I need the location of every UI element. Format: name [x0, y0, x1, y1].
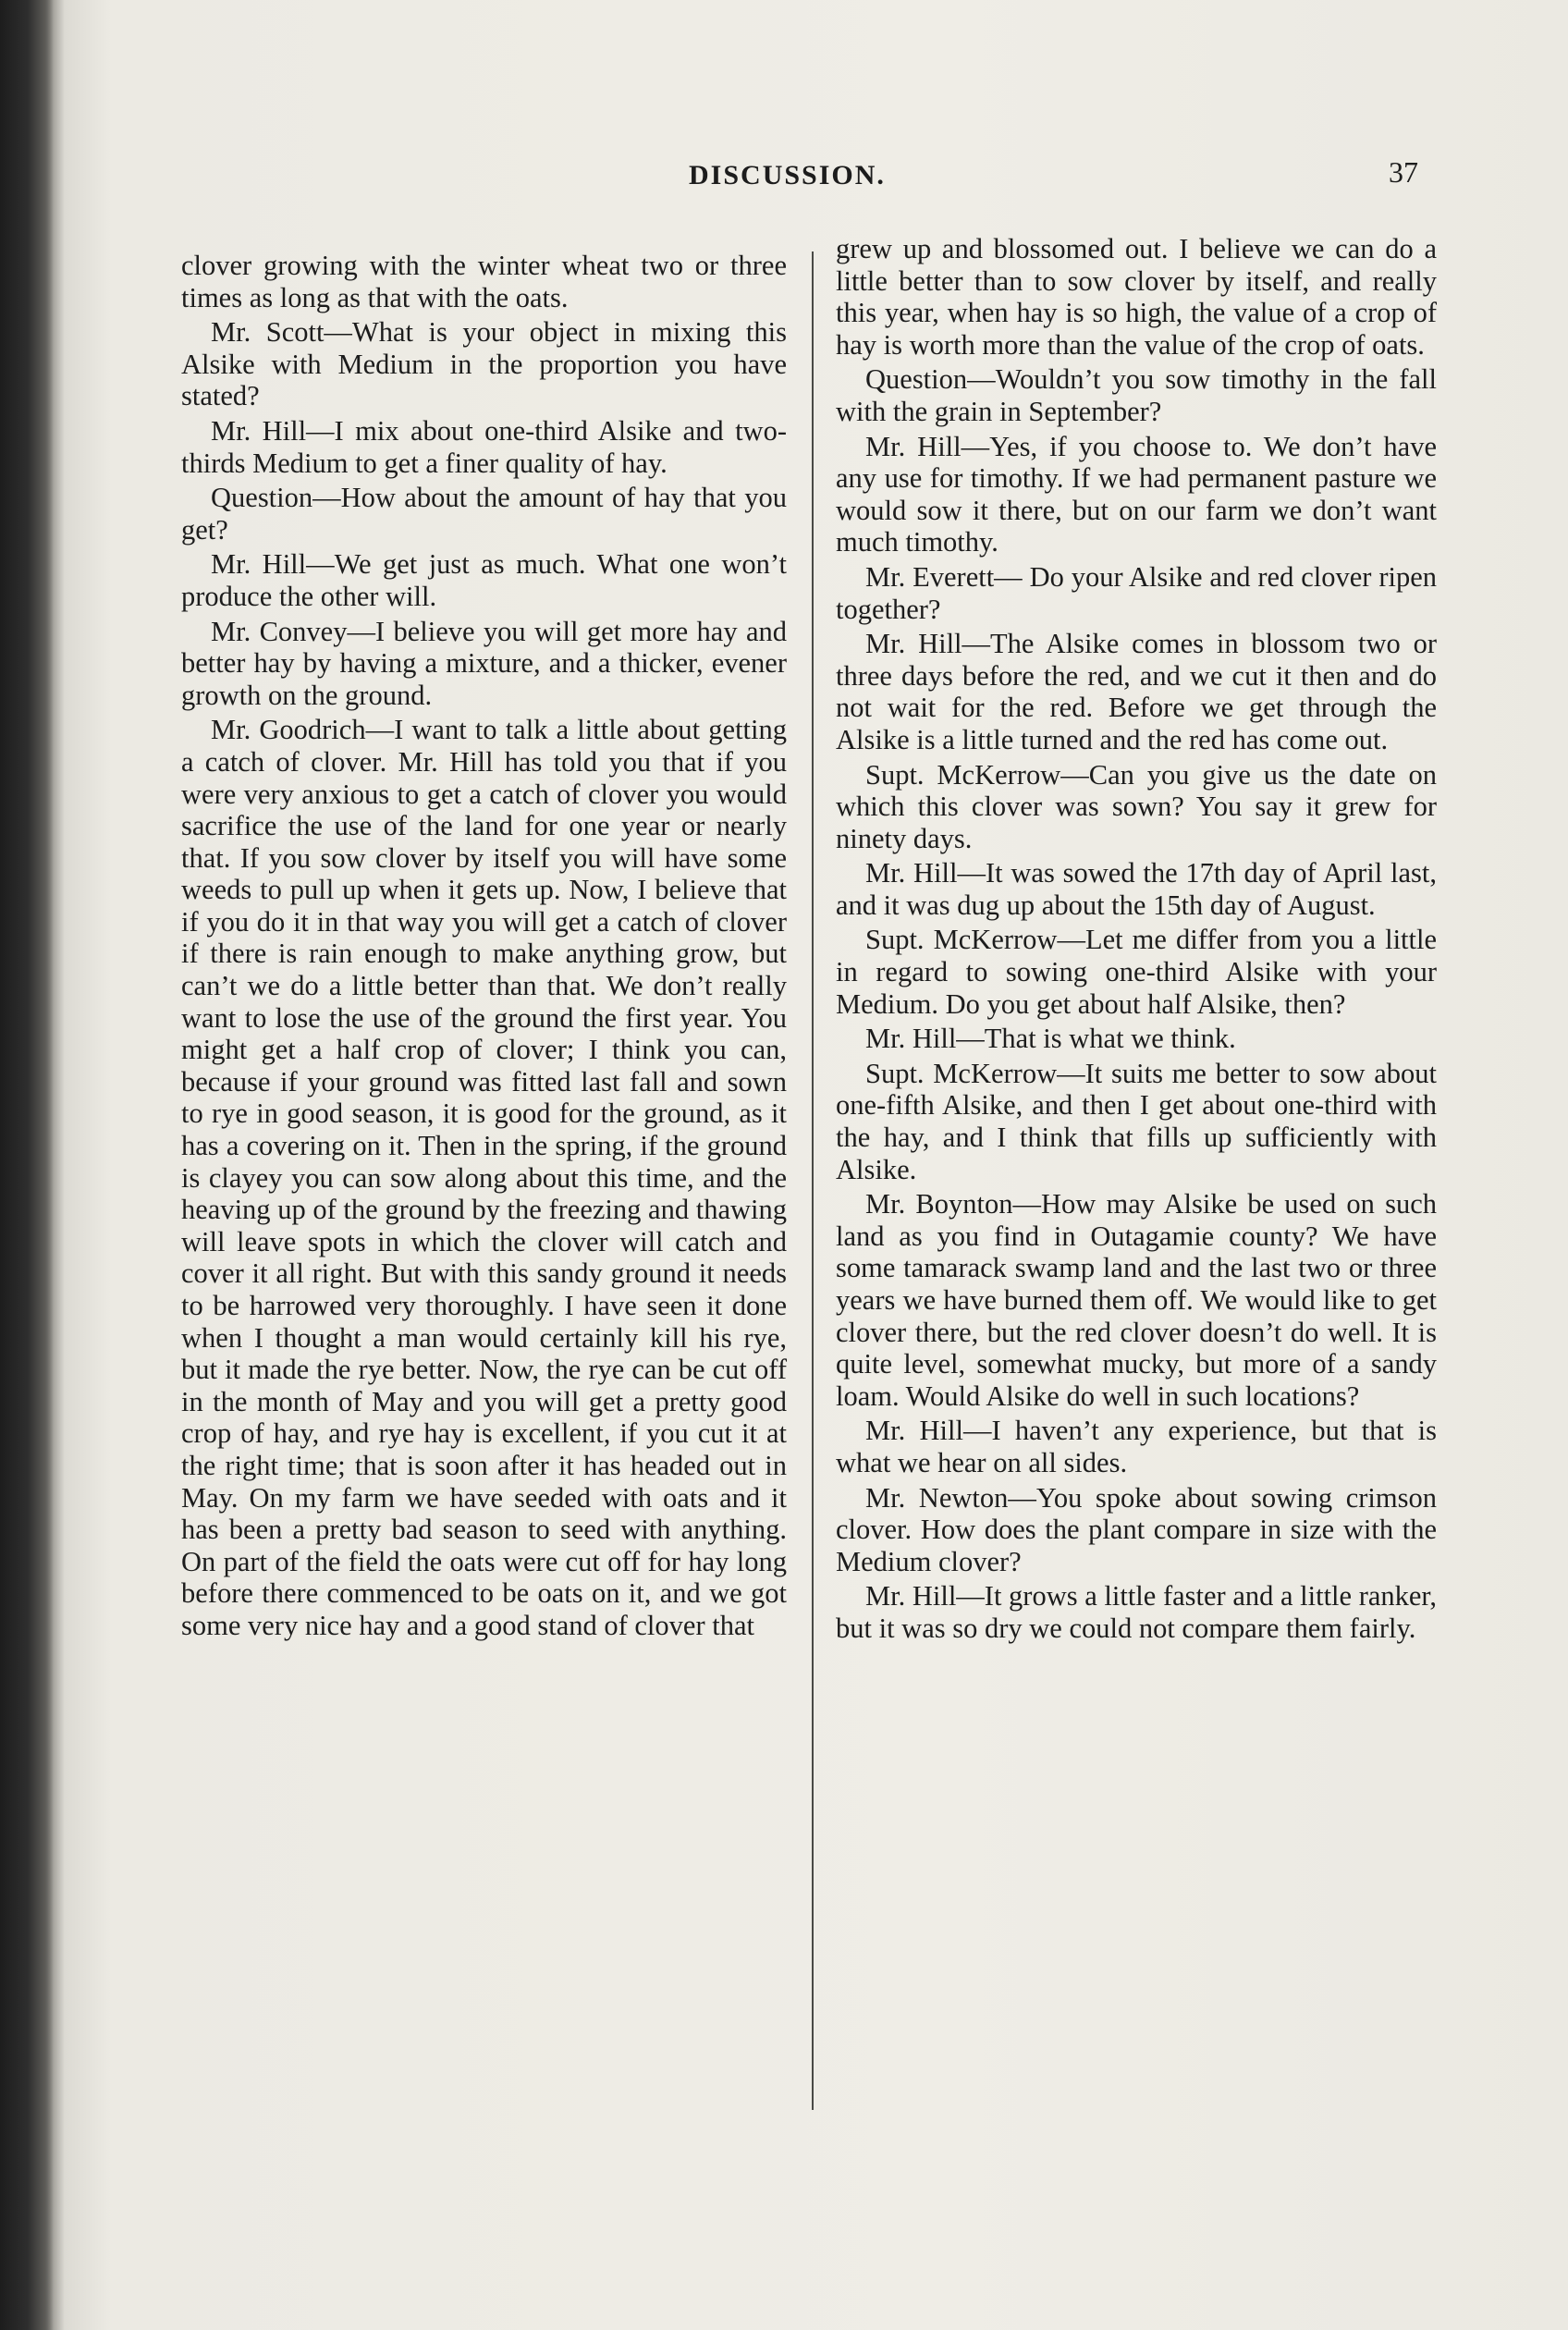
- paragraph: Mr. Hill—That is what we think.: [865, 1023, 1236, 1055]
- page-number: 37: [1389, 155, 1418, 189]
- paragraph: Mr. Hill—It grows a little faster and a little ranker, but it was so dry we could not compare them fairly.: [836, 1580, 1437, 1644]
- paragraph: Supt. McKerrow—It suits me better to sow about one-fifth Alsike, and then I get about one-third with the hay, and I think that fills up sufficiently with Alsike.: [836, 1057, 1437, 1185]
- paragraph: grew up and blossomed out. I believe we can do a little better than to sow clover by itself, and really this year, when hay is so high, the value of a crop of hay is worth more than the value of the crop of oats.: [836, 233, 1437, 361]
- paragraph: Mr. Hill—We get just as much. What one won’t produce the other will.: [181, 548, 787, 612]
- paragraph: clover growing with the winter wheat two or three times as long as that with the oats.: [181, 250, 787, 313]
- right-column: [836, 233, 1437, 1648]
- running-head: DISCUSSION.: [689, 160, 886, 190]
- paragraph: Mr. Hill—It was sowed the 17th day of April last, and it was dug up about the 15th day of August.: [836, 857, 1437, 921]
- paragraph: Mr. Newton—You spoke about sowing crimson clover. How does the plant compare in size with the Medium clover?: [836, 1481, 1437, 1577]
- paragraph: Mr. Everett— Do your Alsike and red clover ripen together?: [836, 560, 1437, 625]
- paragraph: Supt. McKerrow—Can you give us the date on which this clover was sown? You say it grew for ninety days.: [836, 758, 1437, 854]
- paragraph: Question—Wouldn’t you sow timothy in the fall with the grain in September?: [836, 363, 1437, 427]
- paragraph: Mr. Hill—Yes, if you choose to. We don’t have any use for timothy. If we had permanent pasture we would sow it there, but on our farm we don’t want much timothy.: [836, 430, 1437, 558]
- paragraph: Mr. Hill—The Alsike comes in blossom two or three days before the red, and we cut it then and do not wait for the red. Before we get through the Alsike is a little turned and the red has come out.: [836, 628, 1437, 755]
- page-binding-shadow: [0, 0, 54, 2330]
- paragraph: Mr. Hill—I mix about one-third Alsike and two-thirds Medium to get a finer quality of hay.: [181, 414, 787, 479]
- paragraph: Mr. Scott—What is your object in mixing this Alsike with Medium in the proportion you have stated?: [181, 316, 787, 412]
- left-column: [181, 250, 787, 1645]
- paragraph: Mr. Convey—I believe you will get more hay and better hay by having a mixture, and a thicker, evener growth on the ground.: [181, 615, 787, 711]
- paragraph: Mr. Boynton—How may Alsike be used on such land as you find in Outagamie county? We have some tamarack swamp land and the last two or three years we have burned them off. We would like to get clover there, but the red clover doesn’t do well. It is quite level, somewhat mucky, but more of a sandy loam. Would Alsike do well in such locations?: [836, 1188, 1437, 1412]
- paragraph: Question—How about the amount of hay that you get?: [181, 482, 787, 546]
- paragraph: Supt. McKerrow—Let me differ from you a little in regard to sowing one-third Alsike with your Medium. Do you get about half Alsike, then?: [836, 924, 1437, 1020]
- paragraph: Mr. Hill—I haven’t any experience, but that is what we hear on all sides.: [836, 1415, 1437, 1478]
- column-divider: [812, 251, 814, 2110]
- paragraph: Mr. Goodrich—I want to talk a little about getting a catch of clover. Mr. Hill has told you that if you were very anxious to get a catch of clover you would sacrifice the use of the land for one year or nearly that. If you sow clover by itself you will have some weeds to pull up when it gets up. Now, I believe that if you do it in that way you will get a catch of clover if there is rain enough to make anything grow, but can’t we do a little better than that. We don’t really want to lose the use of the ground the first year. You might get a half crop of clover; I think you can, because if your ground was fitted last fall and sown to rye in good season, it is good for the ground, as it has a covering on it. Then in the spring, if the ground is clayey you can sow along about this time, and the heaving up of the ground by the freezing and thawing will leave spots in which the clover will catch and cover it all right. But with this sandy ground it needs to be harrowed very thoroughly. I have seen it done when I thought a man would certainly kill his rye, but it made the rye better. Now, the rye can be cut off in the month of May and you will get a pretty good crop of hay, and rye hay is excellent, if you cut it at the right time; that is soon after it has headed out in May. On my farm we have seeded with oats and it has been a pretty bad season to seed with anything. On part of the field the oats were cut off for hay long before there commenced to be oats on it, and we got some very nice hay and a good stand of clover that: [181, 714, 787, 1641]
